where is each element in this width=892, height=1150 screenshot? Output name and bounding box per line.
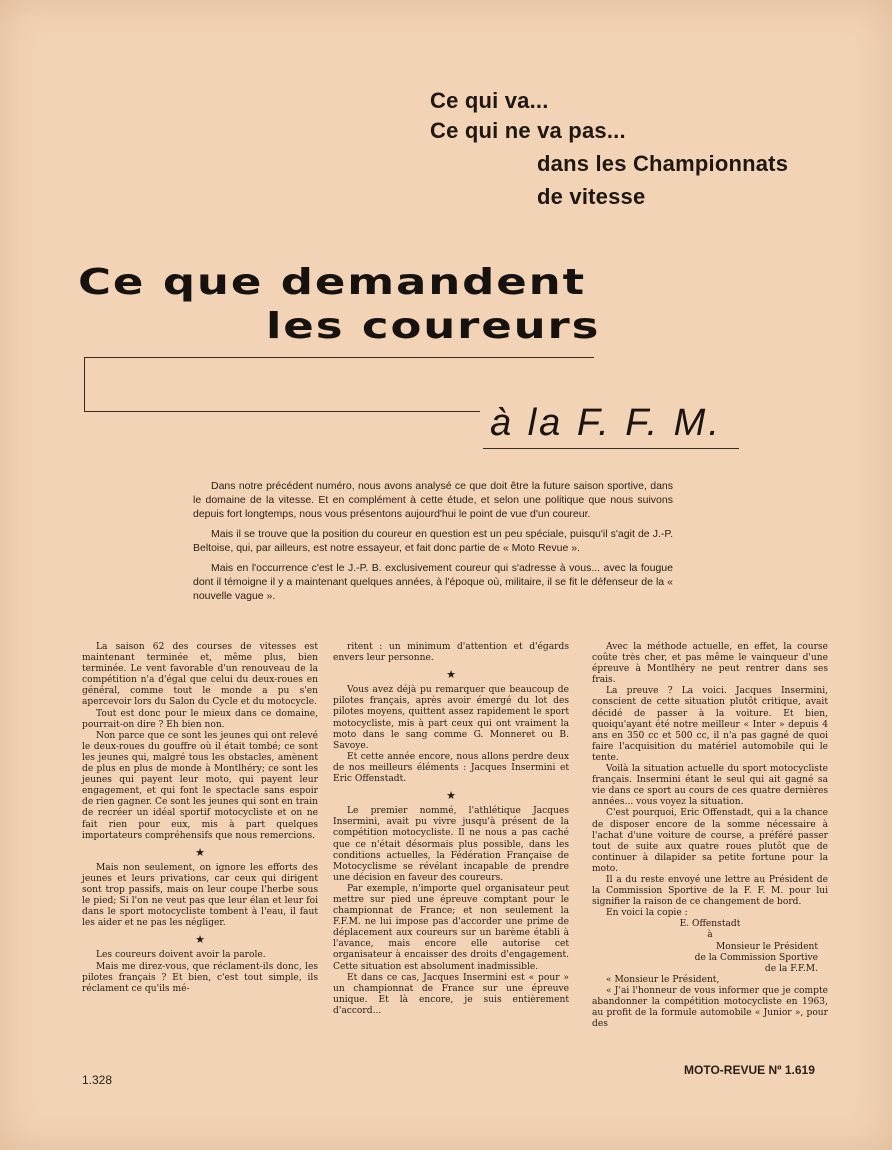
body-paragraph: Mais non seulement, on ignore les efforts des jeunes et leurs privations, car ceux qui dirigent sont trop passifs, mais on leur coupe l'herbe sous le pied; Si l'on ne veut pas que leur élan et leur foi dans le sport motocycliste tombent à l'eau, il faut les aider et ne pas les négliger. <box>82 862 318 929</box>
letter-body: « J'ai l'honneur de vous informer que je compte abandonner la compétition motocycliste en 1963, au profit de la formule automobile « Junior », pour des <box>592 985 828 1030</box>
intro-paragraph: Mais en l'occurrence c'est le J.-P. B. exclusivement coureur qui s'adresse à vous... avec la fougue dont il témoigne il y a maintenant quelques années, à l'époque où, militaire, il se fit le défenseur de la « nouvelle vague ». <box>193 562 673 602</box>
body-paragraph: La preuve ? La voici. Jacques Insermini, conscient de cette situation plutôt critique, avait décidé de passer à la voiture. Et bien, quoiqu'ayant été notre meilleur « Inter » depuis 4 ans en 350 cc et 500 cc, il n'a pas gagné de quoi faire l'acquisition du matériel automobile qui le tente. <box>592 686 828 763</box>
body-paragraph: Avec la méthode actuelle, en effet, la course coûte très cher, et pas même le vainqueur d'une épreuve à Montlhéry ne peut rentrer dans ses frais. <box>592 642 828 686</box>
publication-footer: MOTO-REVUE Nº 1.619 <box>684 1063 815 1077</box>
body-paragraph: Il a du reste envoyé une lettre au Président de la Commission Sportive de la F. F. M. pour lui signifier la raison de ce changement de bord. <box>592 874 828 908</box>
letter-salutation: « Monsieur le Président, <box>606 974 720 985</box>
intro-block <box>193 479 673 609</box>
subtitle-underline <box>483 448 739 449</box>
body-paragraph: C'est pourquoi, Eric Offenstadt, qui a la chance de disposer encore de la somme nécessaire à l'achat d'une voiture de course, a préféré passer tout de suite aux quatre roues plutôt que de continuer à dilapider sa petite fortune pour la moto. <box>592 808 828 874</box>
star-separator: ★ <box>195 933 205 947</box>
body-paragraph: Par exemple, n'importe quel organisateur peut mettre sur pied une épreuve comptant pour le championnat de France; et non seulement la F.F.M. ne lui impose pas d'accorder une prime de déplacement aux coureurs sur un barème établi à l'avance, mais encore elle autorise cet organisateur à encaisser des droits d'engagement. Cette situation est absolument inadmissible. <box>333 883 569 972</box>
intro-paragraph: Mais il se trouve que la position du coureur en question est un peu spéciale, puisqu'il s'agit de J.-P. Beltoise, qui, par ailleurs, est notre essayeur, et fait donc partie de « Moto Revue ». <box>193 528 673 554</box>
letter-to: à <box>707 930 713 941</box>
body-paragraph: Et cette année encore, nous allons perdre deux de nos meilleurs éléments : Jacques Insermini et Eric Offenstadt. <box>333 751 569 785</box>
subtitle: à la F. F. M. <box>490 402 722 444</box>
page-number: 1.328 <box>82 1073 113 1087</box>
kicker-line-2: Ce qui ne va pas... <box>430 118 626 143</box>
star-separator: ★ <box>446 668 456 682</box>
letter-recipient-line: Monsieur le Président <box>715 941 818 952</box>
middle-frame-rule <box>84 411 480 412</box>
article-column-2 <box>333 642 569 1017</box>
letter-recipient-line: de la Commission Sportive <box>694 952 818 963</box>
headline-line-1: Ce que demandent <box>78 262 586 303</box>
star-separator: ★ <box>195 845 205 859</box>
body-paragraph: La saison 62 des courses de vitesses est maintenant terminée et, même plus, bien terminée. Le vent favorable d'un renouveau de la compétition n'a d'égal que celui du deux-roues en général, comme tout le monde a pu s'en apercevoir lors du Salon du Cycle et du motocycle. <box>82 642 318 708</box>
kicker-line-4: de vitesse <box>537 184 646 209</box>
body-paragraph: Vous avez déjà pu remarquer que beaucoup de pilotes français, après avoir émergé du lot des pilotes moyens, quittent assez rapidement le sport motocycliste, mis à part ceux qui ont vraiment la moto dans le sang comme G. Monneret ou B. Savoye. <box>333 685 569 751</box>
body-paragraph: Tout est donc pour le mieux dans ce domaine, pourrait-on dire ? Eh bien non. <box>82 708 318 730</box>
body-paragraph: Les coureurs doivent avoir la parole. <box>96 950 266 961</box>
body-paragraph: ritent : un minimum d'attention et d'égards envers leur personne. <box>333 642 569 664</box>
kicker-line-3: dans les Championnats <box>537 151 789 176</box>
body-paragraph: Mais me direz-vous, que réclament-ils donc, les pilotes français ? Et bien, c'est tout simple, ils réclament ce qu'ils mé- <box>82 961 318 994</box>
star-separator: ★ <box>446 789 456 803</box>
body-paragraph: Le premier nommé, l'athlétique Jacques Insermini, avait pu vivre jusqu'à présent de la compétition motocycliste. Il ne nous a pas caché que ce n'était désormais plus possible, dans les conditions actuelles, la Fédération Française de Motocyclisme se révélant incapable de prendre une décision en faveur des coureurs. <box>333 806 569 883</box>
body-paragraph: Voilà la situation actuelle du sport motocycliste français. Insermini étant le seul qui ait gagné sa vie dans ce sport au cours de ces quatre dernières années... vous voyez la situation. <box>592 764 828 808</box>
top-frame-rule <box>84 357 594 358</box>
body-paragraph: Et dans ce cas, Jacques Insermini est « pour » un championnat de France sur une épreuve unique. Et là encore, je suis entièrement d'accord... <box>333 972 569 1016</box>
body-paragraph: En voici la copie : <box>606 908 688 919</box>
letter-recipient-line: de la F.F.M. <box>764 963 818 974</box>
intro-paragraph: Dans notre précédent numéro, nous avons analysé ce que doit être la future saison sportive, dans le domaine de la vitesse. Et en complément à cette étude, et selon une politique que nous suivons depuis fort longtemps, nous vous présentons aujourd'hui le point de vue d'un coureur. <box>193 480 673 520</box>
kicker-line-1: Ce qui va... <box>430 88 549 113</box>
headline-line-2: les coureurs <box>266 306 601 347</box>
article-column-1 <box>82 642 318 995</box>
letter-sender: E. Offenstadt <box>679 919 741 930</box>
article-column-3 <box>592 642 828 1030</box>
body-paragraph: Non parce que ce sont les jeunes qui ont relevé le deux-roues du gouffre où il était tombé; ce sont les jeunes qui, malgré tous les obstacles, amènent de plus en plus de monde à Montlhéry; ce sont les jeunes qui payent leur moto, qui payent leur engagement, et qui font le spectacle sans espoir de rien gagner. Ce sont les jeunes qui sont en train de recréer un idéal sportif motocycliste et on ne fait rien pour eux, mis à part quelques importateurs compréhensifs que nous remercions. <box>82 730 318 841</box>
left-frame-rule <box>84 357 85 412</box>
